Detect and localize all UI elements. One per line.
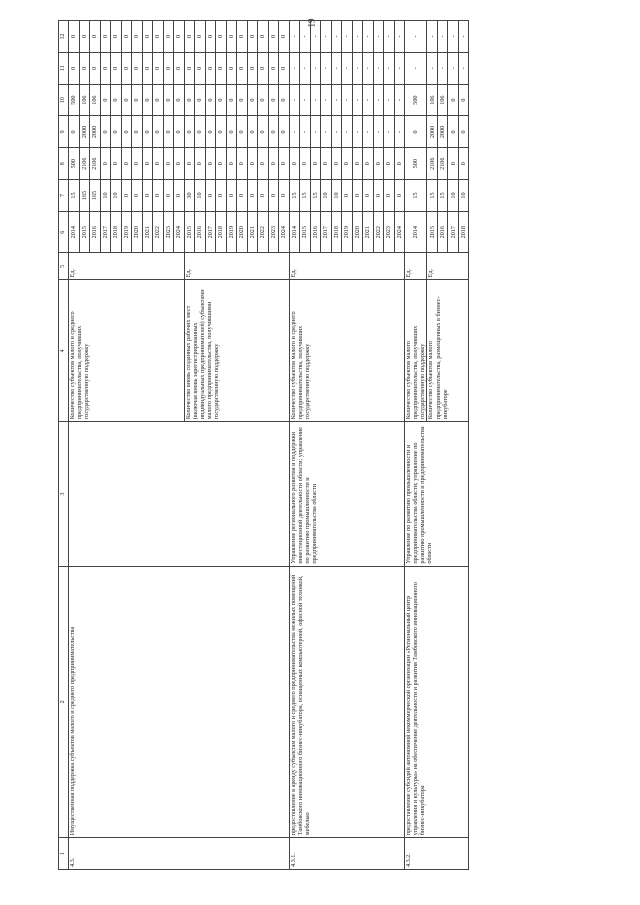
value-cell: 0 xyxy=(79,52,90,84)
value-cell: 0 xyxy=(279,148,290,180)
value-cell: 0 xyxy=(69,52,80,84)
value-cell: 0 xyxy=(216,84,227,116)
value-cell: 0 xyxy=(205,52,216,84)
value-cell: 2000 xyxy=(437,116,448,148)
value-cell: 0 xyxy=(132,148,143,180)
header-row xyxy=(59,21,69,870)
value-cell: 0 xyxy=(174,21,185,53)
value-cell: 0 xyxy=(132,52,143,84)
year-cell: 2022 xyxy=(258,211,269,253)
value-cell: - xyxy=(352,116,363,148)
value-cell: 0 xyxy=(153,21,164,53)
value-cell: 0 xyxy=(205,84,216,116)
value-cell: 0 xyxy=(226,84,237,116)
value-cell: 0 xyxy=(247,148,258,180)
value-cell: 0 xyxy=(142,52,153,84)
value-cell: - xyxy=(384,84,395,116)
column-header-1: 1 xyxy=(59,838,69,870)
value-cell: - xyxy=(342,84,353,116)
year-cell: 2020 xyxy=(237,211,248,253)
value-cell: - xyxy=(289,52,300,84)
year-cell: 2023 xyxy=(268,211,279,253)
year-cell: 2017 xyxy=(448,211,459,253)
value-cell: 0 xyxy=(121,116,132,148)
value-cell: 0 xyxy=(205,148,216,180)
value-cell: 2000 xyxy=(79,116,90,148)
indicator-name: Количество субъектов малого предпринимательства, размещенных в бизнес-инкубаторе xyxy=(427,280,469,422)
value-cell: 0 xyxy=(258,148,269,180)
value-cell: 0 xyxy=(237,148,248,180)
table-row xyxy=(69,21,80,870)
year-cell: 2021 xyxy=(363,211,374,253)
value-cell: 2106 xyxy=(79,148,90,180)
value-cell: 0 xyxy=(237,52,248,84)
value-cell: - xyxy=(384,21,395,53)
value-cell: - xyxy=(331,84,342,116)
value-cell: 0 xyxy=(163,180,174,212)
value-cell: 0 xyxy=(384,148,395,180)
value-cell: 0 xyxy=(111,52,122,84)
value-cell: - xyxy=(321,84,332,116)
value-cell: 0 xyxy=(216,116,227,148)
value-cell: 0 xyxy=(268,148,279,180)
value-cell: 10 xyxy=(111,180,122,212)
value-cell: 0 xyxy=(153,52,164,84)
value-cell: 0 xyxy=(247,116,258,148)
year-cell: 2022 xyxy=(153,211,164,253)
value-cell: 0 xyxy=(205,21,216,53)
value-cell: 0 xyxy=(405,116,427,148)
value-cell: - xyxy=(373,21,384,53)
value-cell: 15 xyxy=(289,180,300,212)
value-cell: - xyxy=(300,52,311,84)
value-cell: 0 xyxy=(268,84,279,116)
indicator-unit: Ед. xyxy=(427,253,469,280)
value-cell: 0 xyxy=(331,148,342,180)
value-cell: - xyxy=(437,21,448,53)
value-cell: 0 xyxy=(132,116,143,148)
value-cell: - xyxy=(321,21,332,53)
column-header-5: 5 xyxy=(59,253,69,280)
value-cell: 15 xyxy=(437,180,448,212)
value-cell: - xyxy=(394,21,405,53)
value-cell: 0 xyxy=(279,21,290,53)
year-cell: 2021 xyxy=(247,211,258,253)
value-cell: 500 xyxy=(69,84,80,116)
value-cell: 0 xyxy=(363,180,374,212)
indicator-unit: Ед. xyxy=(405,253,427,280)
value-cell: 0 xyxy=(142,84,153,116)
value-cell: 0 xyxy=(100,116,111,148)
value-cell: 0 xyxy=(268,116,279,148)
column-header-6: 6 xyxy=(59,211,69,253)
value-cell: - xyxy=(310,84,321,116)
value-cell: 165 xyxy=(79,180,90,212)
value-cell: 0 xyxy=(121,180,132,212)
year-cell: 2018 xyxy=(331,211,342,253)
indicator-name: Количество вновь созданных рабочих мест (включая вновь зарегистрированных индивидуальных предпринимателей) субъектами малого предпринимательства, получившими государственную поддержку xyxy=(184,280,289,422)
value-cell: - xyxy=(342,52,353,84)
value-cell: 0 xyxy=(448,116,459,148)
value-cell: - xyxy=(448,21,459,53)
value-cell: 0 xyxy=(174,148,185,180)
indicator-name: Количество субъектов малого и среднего предпринимательства, получивших государственную поддержку xyxy=(289,280,405,422)
year-cell: 2018 xyxy=(216,211,227,253)
value-cell: 0 xyxy=(195,21,206,53)
year-cell: 2014 xyxy=(405,211,427,253)
column-header-10: 10 xyxy=(59,84,69,116)
value-cell: 0 xyxy=(174,116,185,148)
value-cell: 0 xyxy=(258,84,269,116)
value-cell: 0 xyxy=(163,116,174,148)
section-number: 4.3. xyxy=(69,838,290,870)
value-cell: 0 xyxy=(448,148,459,180)
value-cell: 30 xyxy=(184,180,195,212)
value-cell: - xyxy=(394,116,405,148)
value-cell: 0 xyxy=(448,84,459,116)
value-cell: 0 xyxy=(153,148,164,180)
value-cell: 0 xyxy=(279,84,290,116)
year-cell: 2024 xyxy=(394,211,405,253)
value-cell: - xyxy=(321,52,332,84)
value-cell: - xyxy=(331,52,342,84)
year-cell: 2018 xyxy=(458,211,469,253)
value-cell: 0 xyxy=(163,52,174,84)
year-cell: 2016 xyxy=(310,211,321,253)
value-cell: 0 xyxy=(342,148,353,180)
value-cell: 0 xyxy=(384,180,395,212)
value-cell: 0 xyxy=(142,116,153,148)
value-cell: 10 xyxy=(458,180,469,212)
value-cell: 106 xyxy=(437,84,448,116)
column-header-3: 3 xyxy=(59,422,69,566)
value-cell: - xyxy=(373,52,384,84)
value-cell: 0 xyxy=(205,116,216,148)
value-cell: - xyxy=(310,52,321,84)
value-cell: - xyxy=(310,116,321,148)
year-cell: 2024 xyxy=(174,211,185,253)
year-cell: 2021 xyxy=(142,211,153,253)
value-cell: - xyxy=(373,116,384,148)
value-cell: 0 xyxy=(184,21,195,53)
year-cell: 2019 xyxy=(121,211,132,253)
value-cell: 500 xyxy=(69,148,80,180)
value-cell: - xyxy=(289,116,300,148)
value-cell: 106 xyxy=(427,84,438,116)
value-cell: 0 xyxy=(111,84,122,116)
value-cell: 0 xyxy=(100,21,111,53)
value-cell: 2000 xyxy=(427,116,438,148)
program-table xyxy=(58,20,469,870)
value-cell: 0 xyxy=(90,21,101,53)
value-cell: - xyxy=(289,21,300,53)
value-cell: 15 xyxy=(427,180,438,212)
value-cell: 0 xyxy=(247,52,258,84)
value-cell: 0 xyxy=(69,21,80,53)
value-cell: - xyxy=(363,52,374,84)
year-cell: 2024 xyxy=(279,211,290,253)
indicator-unit: Ед. xyxy=(289,253,405,280)
value-cell: 0 xyxy=(226,148,237,180)
value-cell: 0 xyxy=(79,21,90,53)
value-cell: 500 xyxy=(405,84,427,116)
value-cell: 0 xyxy=(458,148,469,180)
year-cell: 2023 xyxy=(384,211,395,253)
value-cell: 0 xyxy=(226,21,237,53)
column-header-7: 7 xyxy=(59,180,69,212)
value-cell: 0 xyxy=(216,180,227,212)
value-cell: 0 xyxy=(205,180,216,212)
column-header-9: 9 xyxy=(59,116,69,148)
value-cell: 0 xyxy=(237,116,248,148)
value-cell: 0 xyxy=(174,52,185,84)
section-number: 4.3.1. xyxy=(289,838,405,870)
value-cell: 0 xyxy=(373,180,384,212)
table-row xyxy=(405,21,427,870)
value-cell: 0 xyxy=(216,148,227,180)
value-cell: 0 xyxy=(184,84,195,116)
value-cell: 15 xyxy=(69,180,80,212)
value-cell: 0 xyxy=(300,148,311,180)
value-cell: - xyxy=(352,84,363,116)
year-cell: 2017 xyxy=(321,211,332,253)
year-cell: 2014 xyxy=(69,211,80,253)
value-cell: 10 xyxy=(448,180,459,212)
value-cell: 0 xyxy=(226,116,237,148)
value-cell: 0 xyxy=(268,21,279,53)
indicator-unit: Ед. xyxy=(184,253,289,280)
value-cell: 0 xyxy=(394,180,405,212)
value-cell: 0 xyxy=(258,52,269,84)
value-cell: 0 xyxy=(195,148,206,180)
value-cell: 0 xyxy=(184,148,195,180)
section-executor xyxy=(69,422,290,566)
value-cell: 0 xyxy=(142,21,153,53)
value-cell: - xyxy=(363,84,374,116)
value-cell: - xyxy=(289,84,300,116)
value-cell: - xyxy=(384,116,395,148)
value-cell: 15 xyxy=(300,180,311,212)
year-cell: 2015 xyxy=(184,211,195,253)
value-cell: 0 xyxy=(279,180,290,212)
value-cell: - xyxy=(394,84,405,116)
value-cell: 0 xyxy=(342,180,353,212)
value-cell: 0 xyxy=(163,148,174,180)
value-cell: - xyxy=(405,21,427,53)
rotated-table-wrapper xyxy=(24,0,640,880)
value-cell: 0 xyxy=(153,180,164,212)
value-cell: 0 xyxy=(195,116,206,148)
value-cell: 0 xyxy=(247,84,258,116)
value-cell: - xyxy=(363,21,374,53)
value-cell: 106 xyxy=(79,84,90,116)
value-cell: 0 xyxy=(142,148,153,180)
indicator-unit: Ед. xyxy=(69,253,185,280)
value-cell: - xyxy=(331,116,342,148)
value-cell: - xyxy=(300,21,311,53)
column-header-12: 12 xyxy=(59,21,69,53)
value-cell: 0 xyxy=(279,116,290,148)
value-cell: 0 xyxy=(310,148,321,180)
value-cell: 0 xyxy=(373,148,384,180)
value-cell: 0 xyxy=(69,116,80,148)
year-cell: 2015 xyxy=(79,211,90,253)
section-title: Имущественная поддержка субъектов малого и среднего предпринимательства xyxy=(69,566,290,838)
value-cell: - xyxy=(310,21,321,53)
value-cell: 0 xyxy=(289,148,300,180)
value-cell: - xyxy=(427,21,438,53)
value-cell: - xyxy=(352,52,363,84)
value-cell: 0 xyxy=(247,21,258,53)
value-cell: 0 xyxy=(174,84,185,116)
year-cell: 2014 xyxy=(289,211,300,253)
value-cell: 0 xyxy=(100,52,111,84)
value-cell: 10 xyxy=(195,180,206,212)
value-cell: 0 xyxy=(163,21,174,53)
value-cell: 0 xyxy=(458,84,469,116)
value-cell: 0 xyxy=(226,52,237,84)
value-cell: - xyxy=(321,116,332,148)
value-cell: 0 xyxy=(216,52,227,84)
value-cell: - xyxy=(373,84,384,116)
value-cell: 0 xyxy=(153,84,164,116)
section-executor: Управление по развитию промышленности и предпринимательства области; управление по развитию промышленности и предпринимательства области xyxy=(405,422,469,566)
table-body xyxy=(69,18,469,870)
value-cell: 0 xyxy=(111,21,122,53)
value-cell: 500 xyxy=(405,148,427,180)
value-cell: - xyxy=(458,21,469,53)
value-cell: 0 xyxy=(268,180,279,212)
section-number: 4.3.2. xyxy=(405,838,469,870)
value-cell: 0 xyxy=(237,21,248,53)
value-cell: 0 xyxy=(163,84,174,116)
value-cell: - xyxy=(300,116,311,148)
indicator-name: Количество субъектов малого предпринимательства, получивших государственную поддержку xyxy=(405,280,427,422)
value-cell: 0 xyxy=(121,52,132,84)
value-cell: 0 xyxy=(121,84,132,116)
value-cell: - xyxy=(342,21,353,53)
year-cell: 2015 xyxy=(300,211,311,253)
value-cell: 0 xyxy=(258,116,269,148)
value-cell: - xyxy=(363,116,374,148)
column-header-4: 4 xyxy=(59,280,69,422)
value-cell: 0 xyxy=(153,116,164,148)
value-cell: 0 xyxy=(247,180,258,212)
value-cell: - xyxy=(437,52,448,84)
value-cell: 10 xyxy=(100,180,111,212)
value-cell: 0 xyxy=(195,52,206,84)
value-cell: 0 xyxy=(132,180,143,212)
value-cell: 0 xyxy=(121,21,132,53)
value-cell: - xyxy=(300,84,311,116)
year-cell: 2016 xyxy=(437,211,448,253)
value-cell: - xyxy=(448,52,459,84)
section-executor: Управление регионального развития и поддержки инвестиционной деятельности области; управление по развитию промышленности и предпринимательства области xyxy=(289,422,405,566)
value-cell: 165 xyxy=(90,180,101,212)
value-cell: - xyxy=(331,21,342,53)
value-cell: 0 xyxy=(352,148,363,180)
value-cell: 0 xyxy=(268,52,279,84)
column-header-8: 8 xyxy=(59,148,69,180)
value-cell: 0 xyxy=(216,21,227,53)
value-cell: 0 xyxy=(100,148,111,180)
section-title: предоставление в аренду субъектам малого и среднего предпринимательства нежилых помещений Тамбовского инновационного бизнес-инкубатора, оснащенных компьютерной, офисной техникой, мебелью xyxy=(289,566,405,838)
section-title: предоставление субсидий автономной некоммерческой организации «Региональный центр управления и культуры» на обеспечение деятельности и развития Тамбовского инновационного бизнес-инкубатора xyxy=(405,566,469,838)
value-cell: 0 xyxy=(111,116,122,148)
value-cell: 2106 xyxy=(90,148,101,180)
value-cell: 0 xyxy=(363,148,374,180)
column-header-2: 2 xyxy=(59,566,69,838)
value-cell: 0 xyxy=(132,84,143,116)
value-cell: - xyxy=(352,21,363,53)
value-cell: - xyxy=(405,52,427,84)
indicator-name: Количество субъектов малого и среднего предпринимательства, получивших государственную поддержку xyxy=(69,280,185,422)
year-cell: 2015 xyxy=(427,211,438,253)
year-cell: 2016 xyxy=(90,211,101,253)
value-cell: 2106 xyxy=(427,148,438,180)
year-cell: 2018 xyxy=(111,211,122,253)
year-cell: 2019 xyxy=(342,211,353,253)
value-cell: 15 xyxy=(405,180,427,212)
year-cell: 2017 xyxy=(100,211,111,253)
value-cell: 15 xyxy=(310,180,321,212)
value-cell: 0 xyxy=(111,148,122,180)
value-cell: 0 xyxy=(184,116,195,148)
value-cell: 0 xyxy=(237,84,248,116)
value-cell: 10 xyxy=(331,180,342,212)
value-cell: 0 xyxy=(258,21,269,53)
value-cell: 0 xyxy=(321,148,332,180)
value-cell: - xyxy=(342,116,353,148)
value-cell: 2000 xyxy=(90,116,101,148)
value-cell: 0 xyxy=(132,21,143,53)
value-cell: 0 xyxy=(121,148,132,180)
year-cell: 2019 xyxy=(226,211,237,253)
value-cell: 2106 xyxy=(437,148,448,180)
value-cell: 0 xyxy=(195,84,206,116)
value-cell: 0 xyxy=(458,116,469,148)
value-cell: 106 xyxy=(90,84,101,116)
value-cell: 0 xyxy=(394,148,405,180)
value-cell: 0 xyxy=(237,180,248,212)
year-cell: 2016 xyxy=(195,211,206,253)
value-cell: 0 xyxy=(90,52,101,84)
value-cell: 0 xyxy=(279,52,290,84)
value-cell: 0 xyxy=(184,52,195,84)
year-cell: 2017 xyxy=(205,211,216,253)
year-cell: 2022 xyxy=(373,211,384,253)
value-cell: 10 xyxy=(321,180,332,212)
value-cell: 0 xyxy=(142,180,153,212)
value-cell: 0 xyxy=(174,180,185,212)
value-cell: 0 xyxy=(258,180,269,212)
value-cell: 0 xyxy=(226,180,237,212)
column-header-11: 11 xyxy=(59,52,69,84)
year-cell: 2023 xyxy=(163,211,174,253)
page-number: 19 xyxy=(306,18,317,28)
value-cell: - xyxy=(458,52,469,84)
year-cell: 2020 xyxy=(352,211,363,253)
value-cell: 0 xyxy=(352,180,363,212)
value-cell: - xyxy=(384,52,395,84)
value-cell: 0 xyxy=(100,84,111,116)
year-cell: 2020 xyxy=(132,211,143,253)
table-row xyxy=(289,21,300,870)
value-cell: - xyxy=(427,52,438,84)
value-cell: - xyxy=(394,52,405,84)
